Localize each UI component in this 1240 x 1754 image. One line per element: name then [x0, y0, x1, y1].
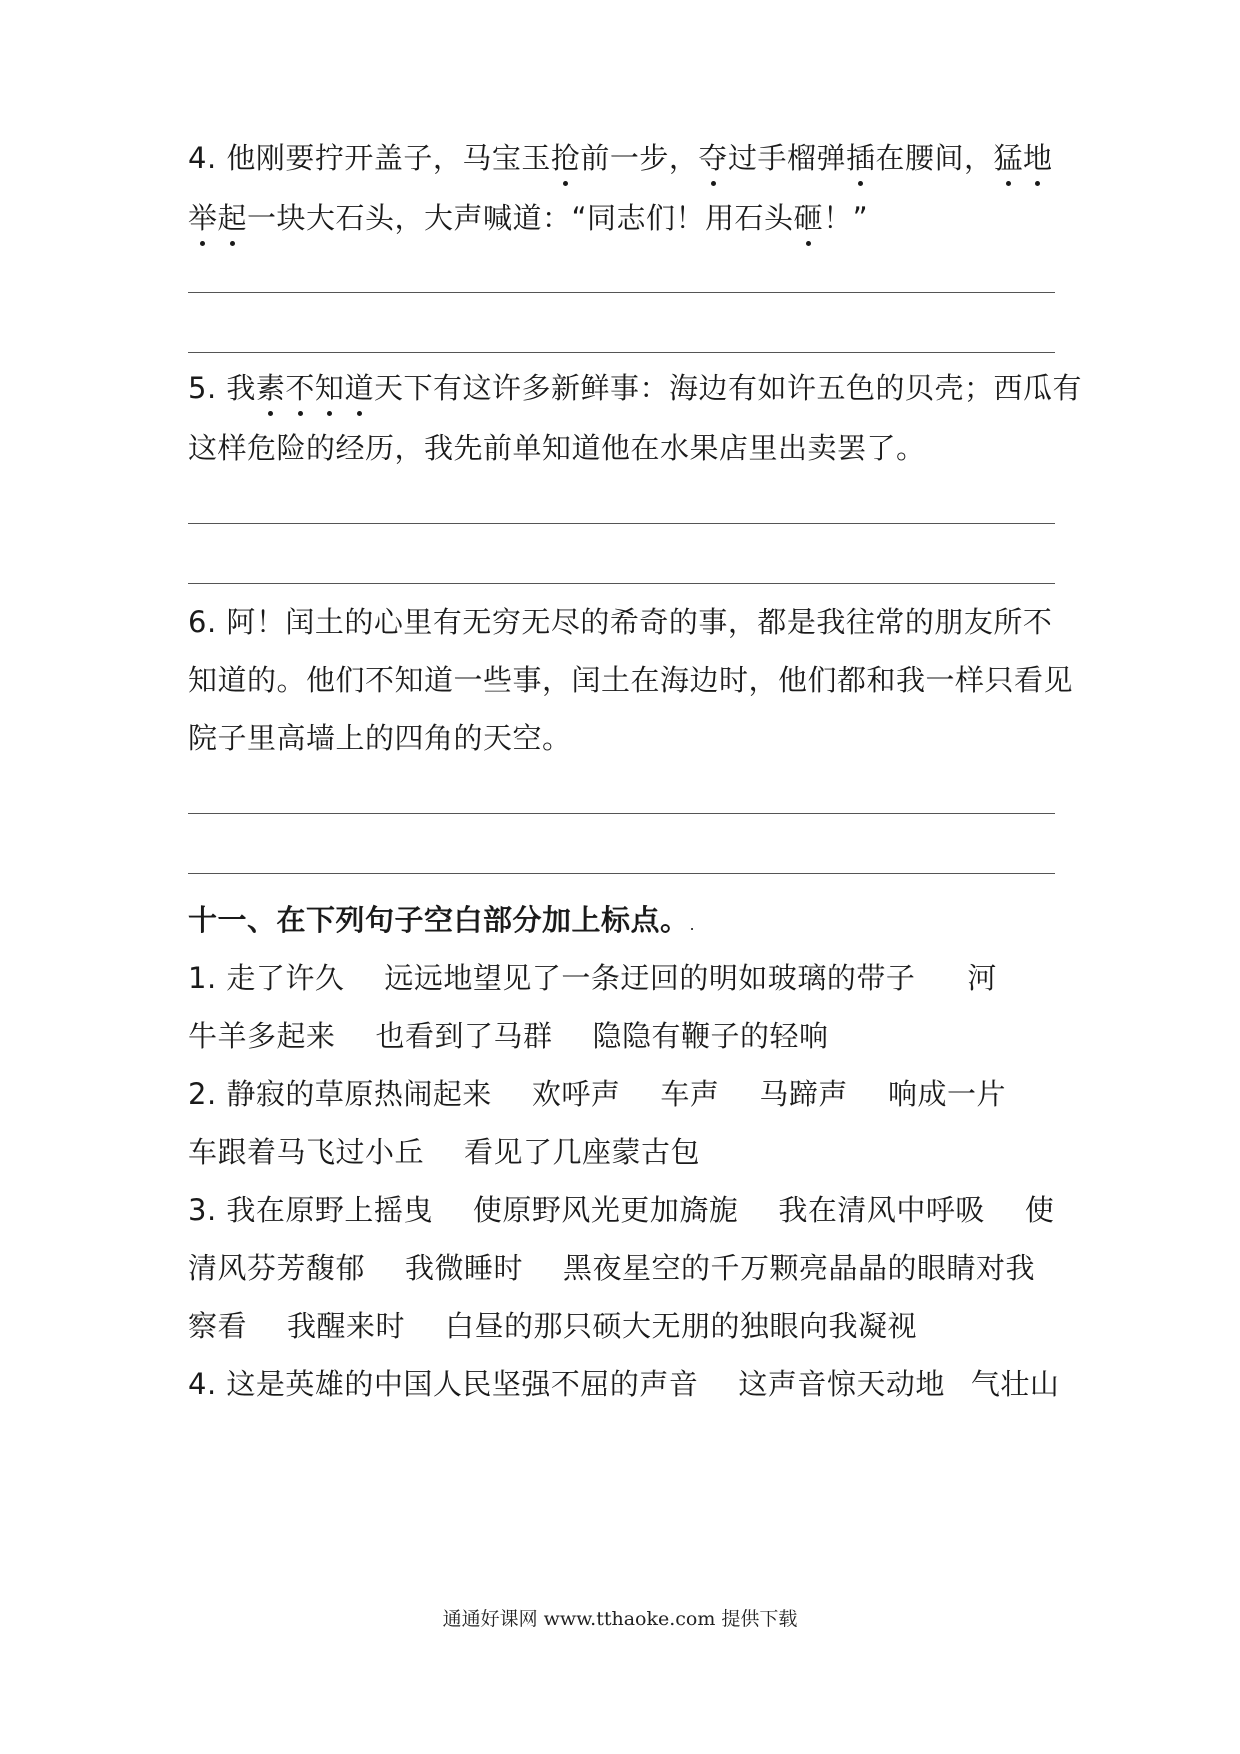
q4-line-1: 4. 他刚要拧开盖子，马宝玉抢前一步，夺过手榴弹插在腰间，猛地 — [188, 138, 1053, 178]
p1-line-1: 1. 走了许久 远远地望见了一条迂回的明如玻璃的带子 河 — [188, 961, 997, 995]
p4-line-1: 4. 这是英雄的中国人民坚强不屈的声音 这声音惊天动地 气壮山 — [188, 1367, 1060, 1401]
answer-line — [188, 583, 1055, 584]
p1-line-2: 牛羊多起来 也看到了马群 隐隐有鞭子的轻响 — [188, 1019, 829, 1053]
q5-line-1: 5. 我素不知道天下有这许多新鲜事：海边有如许五色的贝壳；西瓜有 — [188, 368, 1082, 408]
p3-line-2: 清风芬芳馥郁 我微睡时 黑夜星空的千万颗亮晶晶的眼睛对我 — [188, 1251, 1036, 1285]
emphasis-char: 不 — [285, 368, 315, 408]
q6-line-1: 6. 阿！闰土的心里有无穷无尽的希奇的事，都是我往常的朋友所不 — [188, 605, 1053, 639]
answer-line — [188, 523, 1055, 524]
p2-line-2: 车跟着马飞过小丘 看见了几座蒙古包 — [188, 1135, 701, 1169]
p3-line-3: 察看 我醒来时 白昼的那只硕大无朋的独眼向我凝视 — [188, 1309, 918, 1343]
answer-line — [188, 352, 1055, 353]
emphasis-char: 起 — [218, 198, 248, 238]
emphasis-char: 道 — [344, 368, 374, 408]
emphasis-char: 素 — [256, 368, 286, 408]
p3-line-1: 3. 我在原野上摇曳 使原野风光更加旖旎 我在清风中呼吸 使 — [188, 1193, 1055, 1227]
q6-line-2: 知道的。他们不知道一些事，闰土在海边时，他们都和我一样只看见 — [188, 663, 1074, 697]
emphasis-char: 抢 — [551, 138, 581, 178]
answer-line — [188, 292, 1055, 293]
answer-line — [188, 813, 1055, 814]
emphasis-char: 举 — [188, 198, 218, 238]
answer-line — [188, 873, 1055, 874]
emphasis-char: 猛 — [993, 138, 1023, 178]
p2-line-1: 2. 静寂的草原热闹起来 欢呼声 车声 马蹄声 响成一片 — [188, 1077, 1006, 1111]
q5-line-2: 这样危险的经历，我先前单知道他在水果店里出卖罢了。 — [188, 431, 926, 465]
section-heading: 十一、在下列句子空白部分加上标点。. — [188, 903, 696, 937]
footer-text: 通通好课网 www.tthaoke.com 提供下载 — [442, 1608, 798, 1630]
emphasis-char: 插 — [846, 138, 876, 178]
q6-line-3: 院子里高墙上的四角的天空。 — [188, 721, 572, 755]
q4-line-2: 举起一块大石头，大声喊道：“同志们！用石头砸！” — [188, 198, 868, 238]
emphasis-char: 砸 — [794, 198, 824, 238]
emphasis-char: 夺 — [698, 138, 728, 178]
emphasis-char: 地 — [1023, 138, 1053, 178]
emphasis-char: 知 — [315, 368, 345, 408]
